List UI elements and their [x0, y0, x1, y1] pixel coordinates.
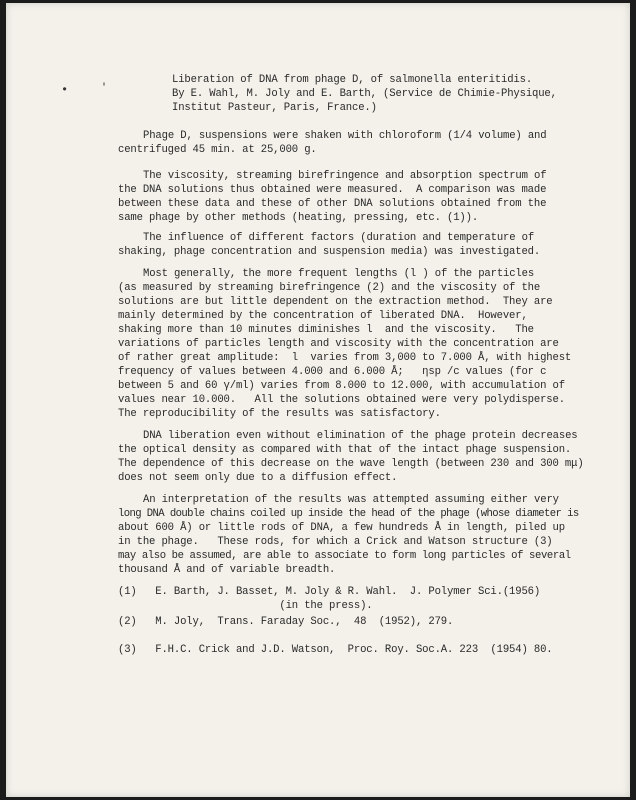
paragraph-4-line-7: of rather great amplitude: l varies from 3,000 to 7.000 Å, with highest: [118, 352, 572, 364]
paragraph-4-line-11: The reproducibility of the results was satisfactory.: [118, 408, 441, 420]
paragraph-2-line-4: same phage by other methods (heating, pressing, etc. (1)).: [118, 212, 479, 224]
paragraph-2-line-3: between these data and these of other DNA solutions obtained from the: [118, 198, 547, 210]
paragraph-1-line-1: Phage D, suspensions were shaken with chloroform (1/4 volume) and: [143, 130, 547, 142]
reference-1-line-2: (in the press).: [118, 600, 373, 612]
paragraph-4-line-1: Most generally, the more frequent lengths (l ) of the particles: [143, 268, 535, 280]
paragraph-3-line-2: shaking, phage concentration and suspension media) was investigated.: [118, 246, 541, 258]
paragraph-6-line-2: long DNA double chains coiled up inside the head of the phage (whose diameter is: [118, 508, 579, 520]
paragraph-6-line-4: in the phage. These rods, for which a Crick and Watson structure (3): [118, 536, 553, 548]
paragraph-2-line-1: The viscosity, streaming birefringence and absorption spectrum of: [143, 170, 547, 182]
title-line-3: Institut Pasteur, Paris, France.): [172, 102, 377, 114]
paragraph-6-line-5: may also be assumed, are able to associate to form long particles of several: [118, 550, 571, 562]
document-page: [6, 3, 630, 797]
paragraph-5-line-4: does not seem only due to a diffusion effect.: [118, 472, 398, 484]
paragraph-5-line-2: the optical density as compared with that of the intact phage suspension.: [118, 444, 572, 456]
margin-tick-mark: ': [101, 83, 108, 94]
reference-3: (3) F.H.C. Crick and J.D. Watson, Proc. Roy. Soc.A. 223 (1954) 80.: [118, 644, 553, 656]
paragraph-4-line-2: (as measured by streaming birefringence (2) and the viscosity of the: [118, 282, 541, 294]
title-line-1: Liberation of DNA from phage D, of salmonella enteritidis.: [172, 74, 533, 86]
paragraph-6-line-1: An interpretation of the results was attempted assuming either very: [143, 494, 559, 506]
paragraph-4-line-3: solutions are but little dependent on the extraction method. They are: [118, 296, 553, 308]
paragraph-5-line-3: The dependence of this decrease on the wave length (between 230 and 300 mμ): [118, 458, 584, 470]
paragraph-4-line-5: shaking more than 10 minutes diminishes l and the viscosity. The: [118, 324, 534, 336]
reference-2: (2) M. Joly, Trans. Faraday Soc., 48 (1952), 279.: [118, 616, 454, 628]
margin-dot-mark: •: [61, 83, 69, 97]
title-line-2: By E. Wahl, M. Joly and E. Barth, (Service de Chimie-Physique,: [172, 88, 557, 100]
paragraph-4-line-8: frequency of values between 4.000 and 6.000 Å; ηsp /c values (for c: [118, 366, 547, 378]
paragraph-1-line-2: centrifuged 45 min. at 25,000 g.: [118, 144, 317, 156]
reference-1-line-1: (1) E. Barth, J. Basset, M. Joly & R. Wahl. J. Polymer Sci.(1956): [118, 586, 541, 598]
paragraph-4-line-10: values near 10.000. All the solutions obtained were very polydisperse.: [118, 394, 565, 406]
paragraph-4-line-9: between 5 and 60 γ/ml) varies from 8.000 to 12.000, with accumulation of: [118, 380, 565, 392]
paragraph-6-line-3: about 600 Å) or little rods of DNA, a few hundreds Å in length, piled up: [118, 522, 565, 534]
paragraph-2-line-2: the DNA solutions thus obtained were measured. A comparison was made: [118, 184, 547, 196]
paragraph-4-line-4: mainly determined by the concentration of liberated DNA. However,: [118, 310, 528, 322]
paragraph-3-line-1: The influence of different factors (duration and temperature of: [143, 232, 535, 244]
paragraph-5-line-1: DNA liberation even without elimination of the phage protein decreases: [143, 430, 578, 442]
paragraph-6-line-6: thousand Å and of variable breadth.: [118, 564, 336, 576]
paragraph-4-line-6: variations of particles length and viscosity with the concentration are: [118, 338, 559, 350]
